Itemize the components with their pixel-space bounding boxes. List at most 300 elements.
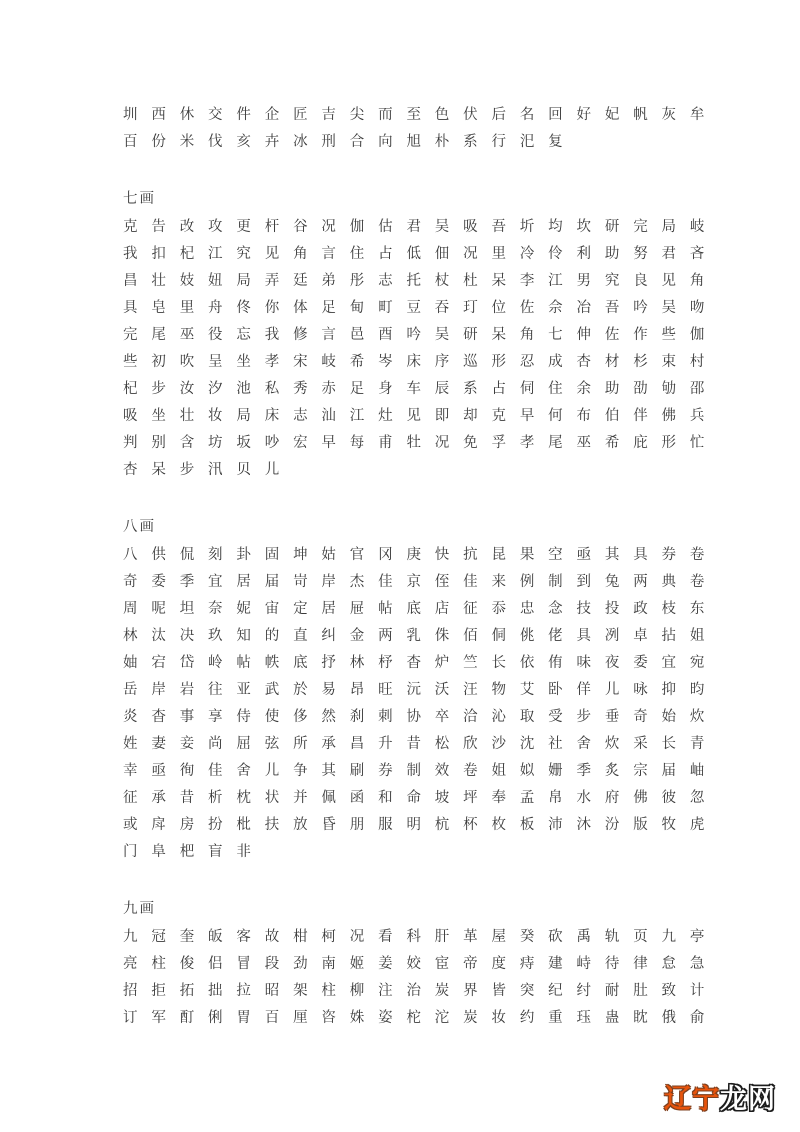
character-cell: 亟 bbox=[151, 763, 166, 779]
character-cell: 岸 bbox=[321, 574, 336, 590]
character-cell: 卒 bbox=[434, 709, 450, 725]
character-cell: 知 bbox=[236, 628, 251, 644]
character-cell: 身 bbox=[378, 381, 393, 397]
character-cell: 季 bbox=[576, 763, 591, 779]
character-cell: 佳 bbox=[208, 763, 223, 779]
character-cell: 沃 bbox=[434, 682, 450, 698]
character-cell: 沅 bbox=[406, 682, 421, 698]
character-cell: 沱 bbox=[434, 1010, 450, 1026]
character-cell: 酉 bbox=[378, 327, 393, 343]
character-cell: 伺 bbox=[519, 381, 535, 397]
character-cell: 坊 bbox=[208, 435, 223, 451]
character-cell: 岱 bbox=[179, 655, 195, 671]
character-cell: 妞 bbox=[208, 273, 223, 289]
character-cell: 两 bbox=[378, 628, 393, 644]
character-cell: 攻 bbox=[208, 219, 223, 235]
character-cell: 岫 bbox=[689, 763, 705, 779]
character-cell: 戽 bbox=[151, 817, 166, 833]
character-cell: 体 bbox=[293, 300, 308, 316]
character-cell: 俞 bbox=[689, 1010, 705, 1026]
character-cell: 儿 bbox=[264, 763, 280, 779]
character-cell: 七 bbox=[548, 327, 563, 343]
character-cell: 季 bbox=[179, 574, 195, 590]
character-cell: 乳 bbox=[406, 628, 421, 644]
character-cell: 贝 bbox=[236, 462, 251, 478]
character-cell: 杞 bbox=[123, 381, 138, 397]
character-cell: 宜 bbox=[661, 655, 677, 671]
character-cell: 床 bbox=[264, 408, 280, 424]
character-cell: 床 bbox=[406, 354, 421, 370]
character-cell: 况 bbox=[321, 219, 336, 235]
character-cell: 休 bbox=[179, 107, 195, 123]
character-cell: 赤 bbox=[321, 381, 336, 397]
character-cell: 彤 bbox=[349, 273, 365, 289]
character-cell: 炊 bbox=[604, 736, 620, 752]
character-cell: 昌 bbox=[123, 273, 138, 289]
character-row bbox=[123, 568, 718, 595]
character-cell: 计 bbox=[689, 983, 705, 999]
character-cell: 克 bbox=[491, 408, 506, 424]
character-cell: 宋 bbox=[293, 354, 308, 370]
character-cell: 佰 bbox=[463, 628, 478, 644]
character-cell: 届 bbox=[264, 574, 280, 590]
character-cell: 而 bbox=[378, 107, 393, 123]
character-cell: 伽 bbox=[349, 219, 365, 235]
character-cell: 纣 bbox=[576, 983, 591, 999]
character-cell: 岭 bbox=[208, 655, 223, 671]
character-row bbox=[123, 456, 718, 483]
character-cell: 余 bbox=[576, 381, 591, 397]
character-cell: 究 bbox=[236, 246, 251, 262]
character-cell: 舟 bbox=[208, 300, 223, 316]
character-cell: 效 bbox=[434, 763, 450, 779]
character-cell: 朋 bbox=[349, 817, 365, 833]
character-cell: 昭 bbox=[264, 983, 280, 999]
character-cell: 房 bbox=[179, 817, 195, 833]
character-cell: 然 bbox=[321, 709, 336, 725]
character-cell: 两 bbox=[633, 574, 648, 590]
character-cell: 伯 bbox=[604, 408, 620, 424]
character-cell: 住 bbox=[349, 246, 365, 262]
character-cell: 抑 bbox=[661, 682, 677, 698]
character-cell: 壮 bbox=[151, 273, 166, 289]
character-cell: 律 bbox=[633, 956, 648, 972]
character-cell: 汜 bbox=[519, 134, 535, 150]
character-cell: 匠 bbox=[293, 107, 308, 123]
character-cell: 布 bbox=[576, 408, 591, 424]
character-cell: 具 bbox=[633, 547, 648, 563]
character-cell: 承 bbox=[321, 736, 336, 752]
character-cell: 姒 bbox=[519, 763, 535, 779]
character-row bbox=[123, 294, 718, 321]
character-cell: 儿 bbox=[604, 682, 620, 698]
character-cell: 吉 bbox=[321, 107, 336, 123]
character-cell: 妮 bbox=[236, 601, 251, 617]
character-cell: 皆 bbox=[491, 983, 506, 999]
character-cell: 突 bbox=[519, 983, 535, 999]
character-cell: 刻 bbox=[208, 547, 223, 563]
character-cell: 状 bbox=[264, 790, 280, 806]
character-cell: 采 bbox=[633, 736, 648, 752]
character-cell: 往 bbox=[208, 682, 223, 698]
character-cell: 抗 bbox=[463, 547, 478, 563]
character-cell: 八 bbox=[123, 547, 138, 563]
character-cell: 欣 bbox=[463, 736, 478, 752]
character-cell: 升 bbox=[378, 736, 393, 752]
character-cell: 希 bbox=[349, 354, 365, 370]
character-cell: 柱 bbox=[321, 983, 336, 999]
character-cell: 尚 bbox=[208, 736, 223, 752]
character-cell: 妓 bbox=[179, 273, 195, 289]
character-cell: 昏 bbox=[321, 817, 336, 833]
character-cell: 卷 bbox=[463, 763, 478, 779]
character-cell: 物 bbox=[491, 682, 506, 698]
character-cell: 炎 bbox=[123, 709, 138, 725]
character-cell: 咨 bbox=[321, 1010, 336, 1026]
character-cell: 其 bbox=[321, 763, 336, 779]
character-cell: 快 bbox=[434, 547, 450, 563]
character-cell: 冶 bbox=[576, 300, 591, 316]
character-cell: 研 bbox=[604, 219, 620, 235]
character-row bbox=[123, 595, 718, 622]
character-row bbox=[123, 321, 718, 348]
character-cell: 岢 bbox=[293, 574, 308, 590]
character-cell: 呆 bbox=[151, 462, 166, 478]
character-cell: 邵 bbox=[689, 381, 705, 397]
site-watermark bbox=[664, 1077, 776, 1116]
character-cell: 系 bbox=[463, 381, 478, 397]
character-row bbox=[123, 838, 718, 865]
character-cell: 板 bbox=[519, 817, 535, 833]
character-cell: 辰 bbox=[434, 381, 450, 397]
character-cell: 俐 bbox=[208, 1010, 223, 1026]
character-row bbox=[123, 977, 718, 1004]
character-cell: 卓 bbox=[633, 628, 648, 644]
character-cell: 佻 bbox=[519, 628, 535, 644]
character-cell: 西 bbox=[151, 107, 166, 123]
character-cell: 伽 bbox=[689, 327, 705, 343]
character-cell: 耐 bbox=[604, 983, 620, 999]
character-cell: 峙 bbox=[576, 956, 591, 972]
character-row bbox=[123, 101, 718, 128]
character-cell: 岩 bbox=[179, 682, 195, 698]
character-cell: 姜 bbox=[378, 956, 393, 972]
character-cell: 屉 bbox=[349, 601, 365, 617]
character-cell: 孝 bbox=[519, 435, 535, 451]
character-cell: 沁 bbox=[491, 709, 506, 725]
character-row bbox=[123, 923, 718, 950]
character-cell: 杖 bbox=[434, 273, 450, 289]
character-cell: 协 bbox=[406, 709, 421, 725]
character-cell: 玎 bbox=[463, 300, 478, 316]
character-cell: 命 bbox=[406, 790, 421, 806]
character-cell: 争 bbox=[293, 763, 308, 779]
character-cell: 肚 bbox=[633, 983, 648, 999]
character-cell: 冈 bbox=[378, 547, 393, 563]
character-cell: 服 bbox=[378, 817, 393, 833]
character-row bbox=[123, 267, 718, 294]
character-cell: 南 bbox=[321, 956, 336, 972]
character-cell: 冰 bbox=[293, 134, 308, 150]
character-cell: 柁 bbox=[406, 1010, 421, 1026]
character-cell: 助 bbox=[604, 246, 620, 262]
character-cell: 委 bbox=[633, 655, 648, 671]
character-cell: 奎 bbox=[179, 929, 195, 945]
character-cell: 坐 bbox=[151, 408, 166, 424]
character-cell: 坪 bbox=[463, 790, 478, 806]
character-cell: 坂 bbox=[236, 435, 251, 451]
character-cell: 订 bbox=[123, 1010, 138, 1026]
character-cell: 盲 bbox=[208, 844, 223, 860]
character-cell: 杼 bbox=[378, 655, 393, 671]
character-cell: 彼 bbox=[661, 790, 677, 806]
character-cell: 角 bbox=[689, 273, 705, 289]
character-cell: 旺 bbox=[378, 682, 393, 698]
character-cell: 所 bbox=[293, 736, 308, 752]
character-cell: 佃 bbox=[434, 246, 450, 262]
character-cell: 卷 bbox=[689, 574, 705, 590]
character-cell: 妾 bbox=[179, 736, 195, 752]
character-cell: 沛 bbox=[548, 817, 563, 833]
character-cell: 利 bbox=[576, 246, 591, 262]
character-cell: 九 bbox=[661, 929, 677, 945]
character-row bbox=[123, 784, 718, 811]
character-cell: 轨 bbox=[604, 929, 620, 945]
character-cell: 段 bbox=[264, 956, 280, 972]
character-cell: 门 bbox=[123, 844, 138, 860]
character-cell: 昔 bbox=[406, 736, 421, 752]
character-cell: 弄 bbox=[264, 273, 280, 289]
character-cell: 岳 bbox=[123, 682, 138, 698]
character-cell: 味 bbox=[576, 655, 591, 671]
character-cell: 侍 bbox=[236, 709, 251, 725]
character-cell: 每 bbox=[349, 435, 365, 451]
character-cell: 宙 bbox=[264, 601, 280, 617]
character-cell: 圳 bbox=[123, 107, 138, 123]
character-cell: 吹 bbox=[179, 354, 195, 370]
character-cell: 林 bbox=[349, 655, 365, 671]
character-cell: 亥 bbox=[236, 134, 251, 150]
character-cell: 的 bbox=[264, 628, 280, 644]
character-cell: 坎 bbox=[576, 219, 591, 235]
character-cell: 至 bbox=[406, 107, 421, 123]
character-cell: 沐 bbox=[576, 817, 591, 833]
character-cell: 究 bbox=[604, 273, 620, 289]
character-cell: 徇 bbox=[179, 763, 195, 779]
character-cell: 亚 bbox=[236, 682, 251, 698]
character-cell: 企 bbox=[264, 107, 280, 123]
character-cell: 皈 bbox=[208, 929, 223, 945]
character-cell: 江 bbox=[349, 408, 365, 424]
character-cell: 供 bbox=[151, 547, 166, 563]
character-cell: 希 bbox=[604, 435, 620, 451]
character-cell: 征 bbox=[123, 790, 138, 806]
character-cell: 刑 bbox=[321, 134, 336, 150]
character-cell: 呈 bbox=[208, 354, 223, 370]
stroke-count-character-list bbox=[123, 101, 718, 1031]
character-cell: 拙 bbox=[208, 983, 223, 999]
character-row bbox=[123, 649, 718, 676]
character-cell: 材 bbox=[604, 354, 620, 370]
character-cell: 份 bbox=[151, 134, 166, 150]
character-cell: 杏 bbox=[576, 354, 591, 370]
character-cell: 委 bbox=[151, 574, 166, 590]
character-cell: 受 bbox=[548, 709, 563, 725]
character-cell: 汰 bbox=[151, 628, 166, 644]
character-cell: 江 bbox=[548, 273, 563, 289]
character-cell: 宏 bbox=[293, 435, 308, 451]
character-cell: 吴 bbox=[434, 327, 450, 343]
character-cell: 步 bbox=[576, 709, 591, 725]
character-cell: 架 bbox=[293, 983, 308, 999]
character-cell: 壮 bbox=[179, 408, 195, 424]
character-cell: 扮 bbox=[208, 817, 223, 833]
character-cell: 庇 bbox=[633, 435, 648, 451]
character-cell: 伐 bbox=[208, 134, 223, 150]
character-cell: 京 bbox=[406, 574, 421, 590]
character-cell: 舍 bbox=[236, 763, 251, 779]
character-cell: 定 bbox=[293, 601, 308, 617]
character-cell: 依 bbox=[519, 655, 535, 671]
character-cell: 更 bbox=[236, 219, 251, 235]
character-cell: 卷 bbox=[689, 547, 705, 563]
character-cell: 吾 bbox=[604, 300, 620, 316]
character-cell: 并 bbox=[293, 790, 308, 806]
character-cell: 约 bbox=[519, 1010, 535, 1026]
character-cell: 青 bbox=[689, 736, 705, 752]
character-cell: 江 bbox=[208, 246, 223, 262]
character-cell: 巡 bbox=[463, 354, 478, 370]
character-cell: 形 bbox=[491, 354, 506, 370]
character-cell: 佛 bbox=[633, 790, 648, 806]
character-cell: 姝 bbox=[349, 1010, 365, 1026]
character-cell: 米 bbox=[179, 134, 195, 150]
character-cell: 足 bbox=[321, 300, 336, 316]
character-cell: 投 bbox=[604, 601, 620, 617]
character-cell: 招 bbox=[123, 983, 138, 999]
character-cell: 吴 bbox=[434, 219, 450, 235]
character-cell: 奇 bbox=[633, 709, 648, 725]
character-cell: 村 bbox=[689, 354, 705, 370]
character-cell: 改 bbox=[179, 219, 195, 235]
character-cell: 析 bbox=[208, 790, 223, 806]
character-cell: 行 bbox=[491, 134, 506, 150]
character-cell: 帙 bbox=[264, 655, 280, 671]
character-cell: 武 bbox=[264, 682, 280, 698]
character-cell: 局 bbox=[236, 273, 251, 289]
character-cell: 科 bbox=[406, 929, 421, 945]
character-cell: 典 bbox=[661, 574, 677, 590]
character-cell: 胃 bbox=[236, 1010, 251, 1026]
character-cell: 伸 bbox=[576, 327, 591, 343]
character-cell: 坐 bbox=[236, 354, 251, 370]
character-row bbox=[123, 541, 718, 568]
character-cell: 界 bbox=[463, 983, 478, 999]
character-cell: 冠 bbox=[151, 929, 166, 945]
character-cell: 况 bbox=[463, 246, 478, 262]
character-cell: 孚 bbox=[491, 435, 506, 451]
character-cell: 何 bbox=[548, 408, 563, 424]
character-cell: 呆 bbox=[491, 273, 506, 289]
character-cell: 治 bbox=[406, 983, 421, 999]
character-cell: 长 bbox=[661, 736, 677, 752]
character-cell: 枝 bbox=[661, 601, 677, 617]
character-cell: 幸 bbox=[123, 763, 138, 779]
character-cell: 帝 bbox=[463, 956, 478, 972]
character-cell: 却 bbox=[463, 408, 478, 424]
character-cell: 吴 bbox=[661, 300, 677, 316]
character-cell: 住 bbox=[548, 381, 563, 397]
character-cell: 些 bbox=[123, 354, 138, 370]
character-cell: 和 bbox=[378, 790, 393, 806]
character-cell: 水 bbox=[576, 790, 591, 806]
character-cell: 汛 bbox=[208, 462, 223, 478]
character-cell: 呢 bbox=[151, 601, 166, 617]
character-cell: 牟 bbox=[689, 107, 705, 123]
character-cell: 蛊 bbox=[604, 1010, 620, 1026]
character-cell: 妃 bbox=[604, 107, 620, 123]
character-cell: 亟 bbox=[576, 547, 591, 563]
character-cell: 宦 bbox=[434, 956, 450, 972]
character-cell: 序 bbox=[434, 354, 450, 370]
character-cell: 东 bbox=[689, 601, 705, 617]
character-cell: 竺 bbox=[463, 655, 478, 671]
character-cell: 牧 bbox=[661, 817, 677, 833]
character-cell: 拈 bbox=[661, 628, 677, 644]
character-cell: 帖 bbox=[378, 601, 393, 617]
character-cell: 技 bbox=[576, 601, 591, 617]
character-cell: 言 bbox=[321, 246, 336, 262]
character-cell: 金 bbox=[349, 628, 365, 644]
character-cell: 早 bbox=[321, 435, 336, 451]
character-cell: 社 bbox=[548, 736, 563, 752]
character-cell: 男 bbox=[576, 273, 591, 289]
character-cell: 免 bbox=[463, 435, 478, 451]
character-cell: 弟 bbox=[321, 273, 336, 289]
section-heading: 八画 bbox=[123, 519, 156, 535]
character-cell: 昌 bbox=[349, 736, 365, 752]
character-cell: 宕 bbox=[151, 655, 166, 671]
character-cell: 其 bbox=[604, 547, 620, 563]
character-cell: 汕 bbox=[321, 408, 336, 424]
character-cell: 朴 bbox=[434, 134, 450, 150]
character-cell: 即 bbox=[434, 408, 450, 424]
character-cell: 佐 bbox=[519, 300, 535, 316]
character-row bbox=[123, 1004, 718, 1031]
character-cell: 别 bbox=[151, 435, 166, 451]
character-cell: 革 bbox=[463, 929, 478, 945]
character-cell: 林 bbox=[123, 628, 138, 644]
character-cell: 君 bbox=[406, 219, 421, 235]
character-row bbox=[123, 213, 718, 240]
character-cell: 忘 bbox=[236, 327, 251, 343]
section-heading: 七画 bbox=[123, 191, 156, 207]
character-cell: 纪 bbox=[548, 983, 563, 999]
character-cell: 枕 bbox=[236, 790, 251, 806]
character-cell: 忍 bbox=[519, 354, 535, 370]
character-cell: 忠 bbox=[519, 601, 535, 617]
character-cell: 杉 bbox=[633, 354, 648, 370]
character-cell: 易 bbox=[321, 682, 336, 698]
character-row bbox=[123, 402, 718, 429]
character-cell: 克 bbox=[123, 219, 138, 235]
character-cell: 制 bbox=[406, 763, 421, 779]
character-row bbox=[123, 128, 718, 155]
character-cell: 吸 bbox=[463, 219, 478, 235]
character-row bbox=[123, 950, 718, 977]
character-cell: 百 bbox=[123, 134, 138, 150]
character-cell: 含 bbox=[179, 435, 195, 451]
